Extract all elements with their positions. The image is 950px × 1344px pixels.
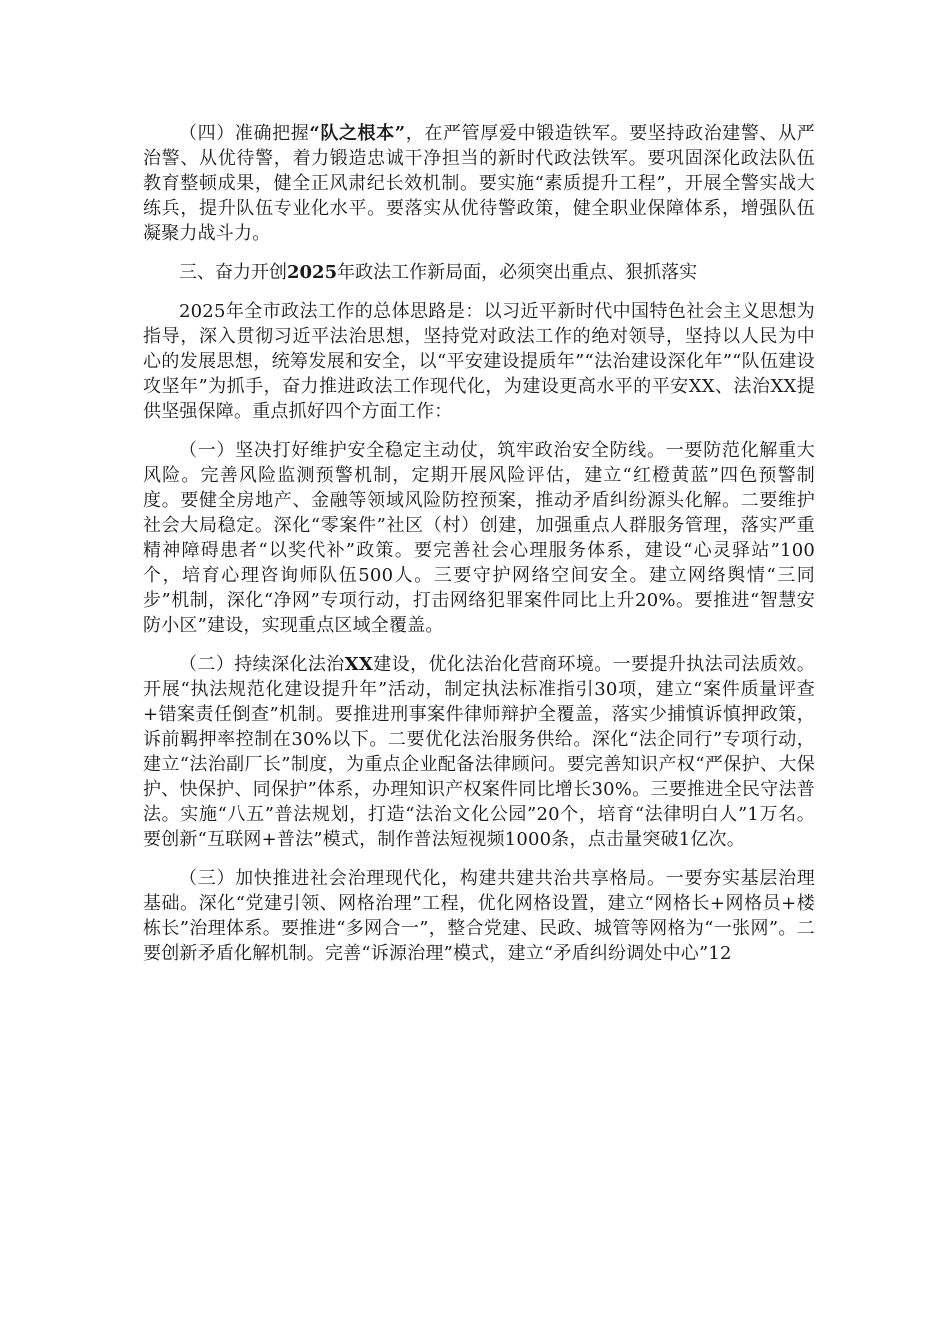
paragraph-team-foundation <box>143 121 815 246</box>
paragraph-lead: （二）持续深化法治 <box>179 654 345 675</box>
paragraph-security-stability <box>143 438 815 638</box>
paragraph-overall-approach <box>143 299 815 424</box>
paragraph-bold-term: “队之根本” <box>309 123 406 144</box>
paragraph-bold-term: XX <box>344 654 374 675</box>
paragraph-rule-of-law <box>143 652 815 852</box>
section-heading-three <box>143 260 815 285</box>
paragraph-text: 建设，优化法治化营商环境。一要提升执法司法质效。开展“执法规范化建设提升年”活动，制定执法标准指引30项，建立“案件质量评查+错案责任倒查”机制。要推进刑事案件律师辩护全覆盖，落实少捕慎诉慎押政策，诉前羁押率控制在30%以下。二要优化法治服务供给。深化“法企同行”专项行动，建立“法治副厂长”制度，为重点企业配备法律顾问。要完善知识产权“严保护、大保护、快保护、同保护”体系，办理知识产权案件同比增长30%。三要推进全民守法普法。实施“八五”普法规划，打造“法治文化公园”20个，培育“法律明白人”1万名。要创新“互联网+普法”模式，制作普法短视频1000条，点击量突破1亿次。 <box>143 654 815 850</box>
paragraph-text: ，在严管厚爱中锻造铁军。要坚持政治建警、从严治警、从优待警，着力锻造忠诚干净担当的新时代政法铁军。要巩固深化政法队伍教育整顿成果，健全正风肃纪长效机制。要实施“素质提升工程”，开展全警实战大练兵，提升队伍专业化水平。要落实从优待警政策，健全职业保障体系，增强队伍凝聚力战斗力。 <box>143 123 815 244</box>
document-page <box>143 121 815 980</box>
paragraph-text: （三）加快推进社会治理现代化，构建共建共治共享格局。一要夯实基层治理基础。深化“党建引领、网格治理”工程，优化网格设置，建立“网格长+网格员+楼栋长”治理体系。要推进“多网合一”，整合党建、民政、城管等网格为“一张网”。二要创新矛盾化解机制。完善“诉源治理”模式，建立“矛盾纠纷调处中心”12 <box>143 868 815 964</box>
paragraph-social-governance <box>143 866 815 966</box>
paragraph-text: （一）坚决打好维护安全稳定主动仗，筑牢政治安全防线。一要防范化解重大风险。完善风险监测预警机制，定期开展风险评估，建立“红橙黄蓝”四色预警制度。要健全房地产、金融等领域风险防控预案，推动矛盾纠纷源头化解。二要维护社会大局稳定。深化“零案件”社区（村）创建，加强重点人群服务管理，落实严重精神障碍患者“以奖代补”政策。要完善社会心理服务体系，建设“心灵驿站”100个，培育心理咨询师队伍500人。三要守护网络空间安全。建立网络舆情“三同步”机制，深化“净网”专项行动，打击网络犯罪案件同比上升20%。要推进“智慧安防小区”建设，实现重点区域全覆盖。 <box>143 440 815 636</box>
heading-text: 年政法工作新局面，必须突出重点、狠抓落实 <box>337 262 698 283</box>
paragraph-text: 2025年全市政法工作的总体思路是：以习近平新时代中国特色社会主义思想为指导，深入贯彻习近平法治思想，坚持党对政法工作的绝对领导，坚持以人民为中心的发展思想，统筹发展和安全，以“平安建设提质年”“法治建设深化年”“队伍建设攻坚年”为抓手，奋力推进政法工作现代化，为建设更高水平的平安XX、法治XX提供坚强保障。重点抓好四个方面工作： <box>143 301 815 422</box>
heading-year: 2025 <box>287 262 338 283</box>
paragraph-lead: （四）准确把握 <box>179 123 310 144</box>
heading-lead: 三、奋力开创 <box>179 262 287 283</box>
